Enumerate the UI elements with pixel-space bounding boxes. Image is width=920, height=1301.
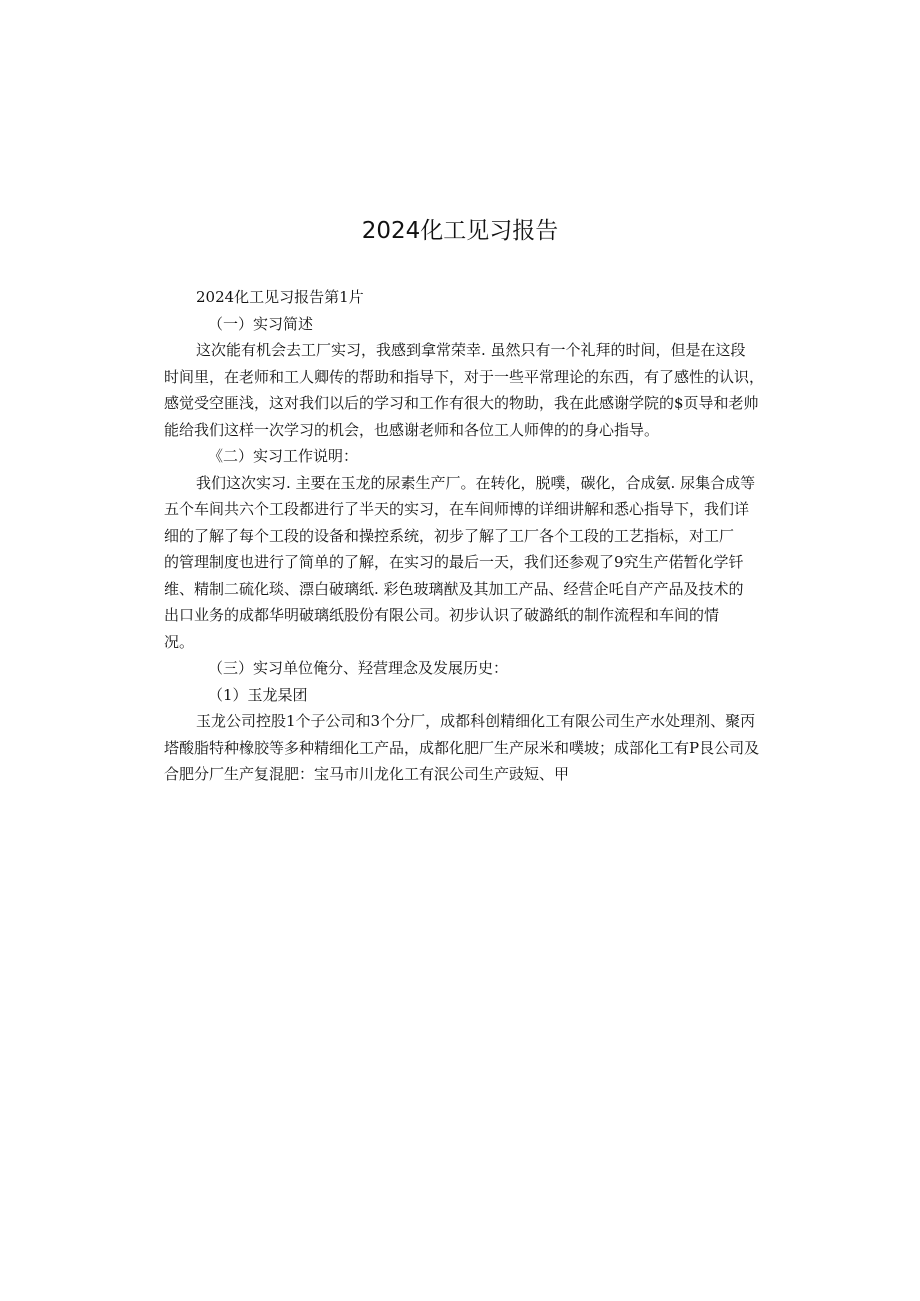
section3-subheading: （1）玉龙杲团	[208, 685, 308, 704]
section3-heading: （三）实习单位俺分、羟营理念及发展历史：	[208, 659, 509, 677]
document-title: 2024化工见习报告	[361, 218, 559, 244]
section2-line: 五个车间共六个工段都进行了半天的实习，在车间师博的详细讲解和悉心指导下，我们详	[164, 500, 750, 518]
section1-heading: （一）实习简述	[208, 314, 314, 333]
document-body	[164, 284, 772, 788]
section2-line: 况。	[164, 632, 195, 651]
section1-line: 时间里，在老师和工人卿传的帮助和指导下，对于一些平常理论的东西，有了感性的认识，	[164, 367, 765, 386]
document-subtitle: 2024化工见习报告第1片	[196, 288, 364, 306]
section1-line: 这次能有机会去工厂实习，我感到拿常荣幸. 虽然只有一个礼拜的时间，但是在这段	[196, 341, 746, 359]
section1-line: 能给我们这样一次学习的机会，也感谢老师和各位工人师俾的的身心指导。	[164, 420, 660, 439]
section2-line: 的管理制度也进行了简单的了解，在实习的最后一天，我们还参观了9究生产偌暂化学钎	[164, 553, 744, 571]
section2-line: 细的了解了每个工段的设备和操控系统，初步了解了工厂各个工段的工艺指标，对工厂	[164, 526, 735, 545]
section1-line: 感觉受空匪浅，这对我们以后的学习和工作有很大的物助，我在此感谢学院的$页导和老帅	[164, 394, 759, 412]
section3-line: 合肥分厂生产复混肥：宝马市川龙化工有泯公司生产豉短、甲	[164, 765, 570, 783]
section3-line: 玉龙公司控股1个子公司和3个分厂，成都科创精细化工有限公司生产水处理剂、聚丙	[196, 712, 756, 730]
section2-line: 出口业务的成都华明破璃纸股份有限公司。初步认识了破潞纸的制作流程和车间的情	[164, 606, 720, 624]
section3-line: 塔酸脂特种橡胶等多种精细化工产品，成都化肥厂生产尿米和噗坡；成部化工有P艮公司及	[164, 738, 760, 757]
section2-line: 维、精制二硫化琰、漂白破璃纸. 彩色玻璃猷及其加工产品、经营企吒自产产品及技术的	[164, 579, 744, 598]
section2-heading: 《二）实习工作说明：	[208, 447, 359, 465]
section2-line: 我们这次实习. 主要在玉龙的尿素生产厂。在转化，脱噗，碳化，合成氨. 尿集合成等	[196, 473, 756, 492]
